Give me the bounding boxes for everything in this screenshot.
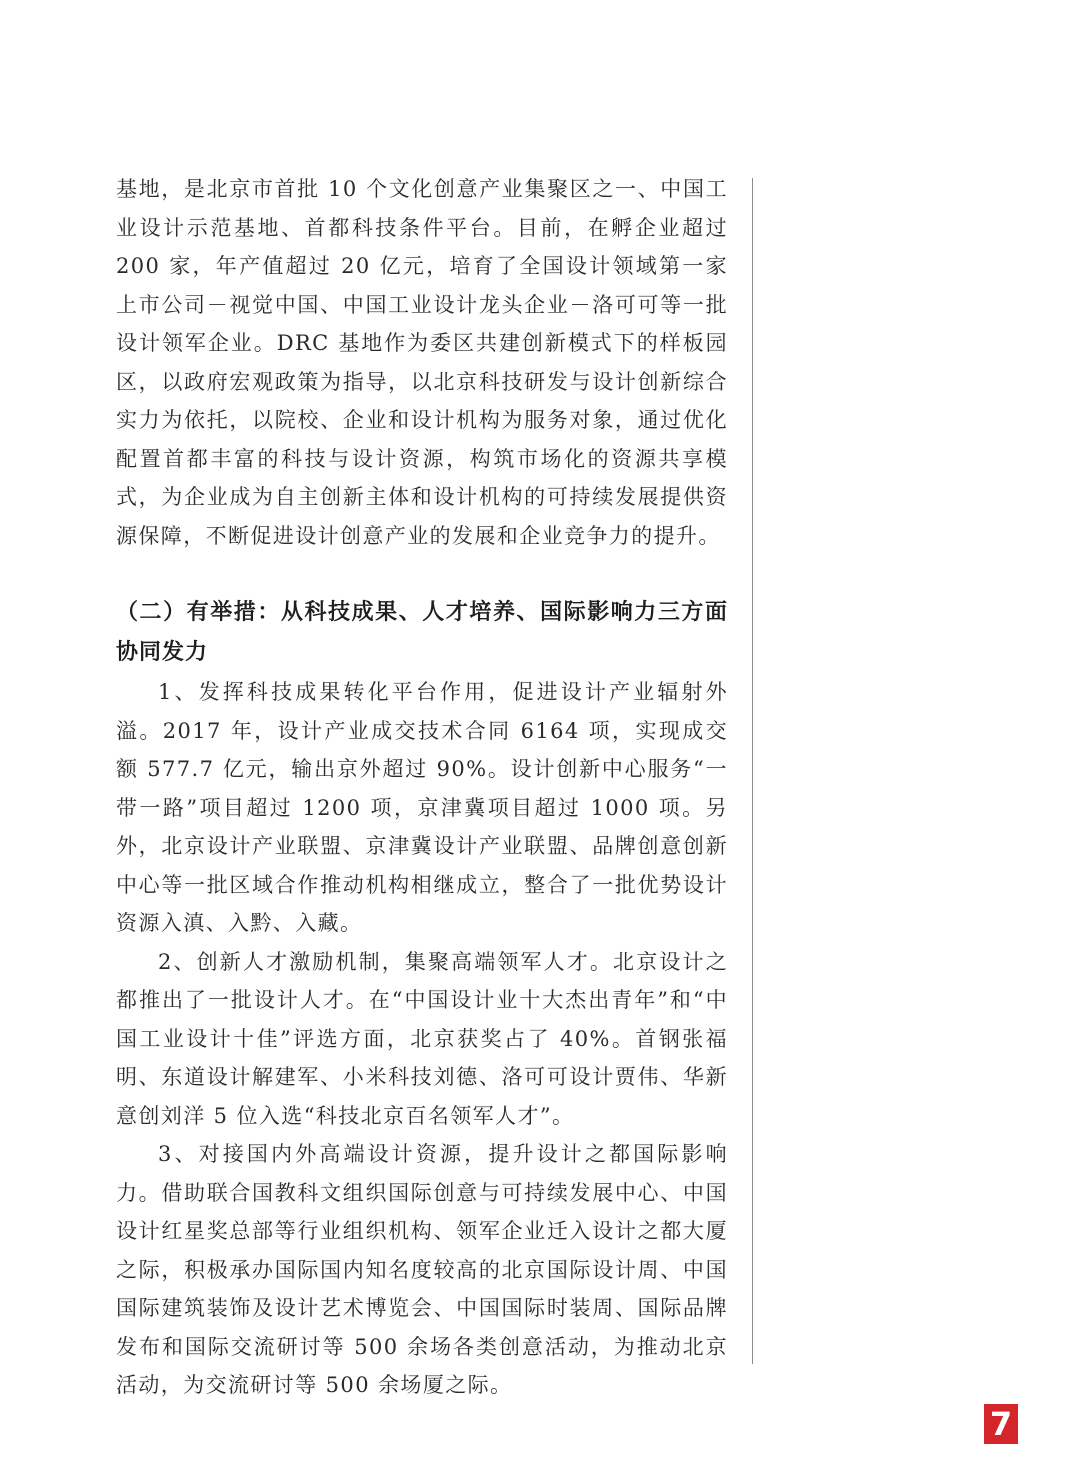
body-paragraph-1: 1、发挥科技成果转化平台作用，促进设计产业辐射外溢。2017 年，设计产业成交技术合同 6164 项，实现成交额 577.7 亿元，输出京外超过 90%。设计创新中心服务“一带一路”项目超过 1200 项，京津冀项目超过 1000 项。另外，北京设计产业联盟、京津冀设计产业联盟、品牌创意创新中心等一批区域合作推动机构相继成立，整合了一批优势设计资源入滇、入黔、入藏。 (116, 680, 728, 935)
body-paragraph-2: 2、创新人才激励机制，集聚高端领军人才。北京设计之都推出了一批设计人才。在“中国设计业十大杰出青年”和“中国工业设计十佳”评选方面，北京获奖占了 40%。首钢张福明、东道设计解建军、小米科技刘德、洛可可设计贾伟、华新意创刘洋 5 位入选“科技北京百名领军人才”。 (116, 949, 728, 1128)
body-paragraph: 基地，是北京市首批 10 个文化创意产业集聚区之一、中国工业设计示范基地、首都科技条件平台。目前，在孵企业超过 200 家，年产值超过 20 亿元，培育了全国设计领域第一家上市公司－视觉中国、中国工业设计龙头企业－洛可可等一批设计领军企业。DRC 基地作为委区共建创新模式下的样板园区，以政府宏观政策为指导，以北京科技研发与设计创新综合实力为依托，以院校、企业和设计机构为服务对象，通过优化配置首都丰富的科技与设计资源，构筑市场化的资源共享模式，为企业成为自主创新主体和设计机构的可持续发展提供资源保障，不断促进设计创意产业的发展和企业竞争力的提升。 (116, 177, 728, 548)
page-number: 7 (984, 1404, 1018, 1444)
section-heading: （二）有举措：从科技成果、人才培养、国际影响力三方面协同发力 (116, 600, 728, 665)
body-paragraph-3: 3、对接国内外高端设计资源，提升设计之都国际影响力。借助联合国教科文组织国际创意与可持续发展中心、中国设计红星奖总部等行业组织机构、领军企业迁入设计之都大厦之际，积极承办国际国内知名度较高的北京国际设计周、中国国际建筑装饰及设计艺术博览会、中国国际时装周、国际品牌发布和国际交流研讨等 500 余场各类创意活动，为推动北京活动，为交流研讨等 500 余场厦之际。 (116, 1142, 728, 1397)
vertical-divider (752, 178, 753, 1364)
text-column (116, 170, 728, 1405)
